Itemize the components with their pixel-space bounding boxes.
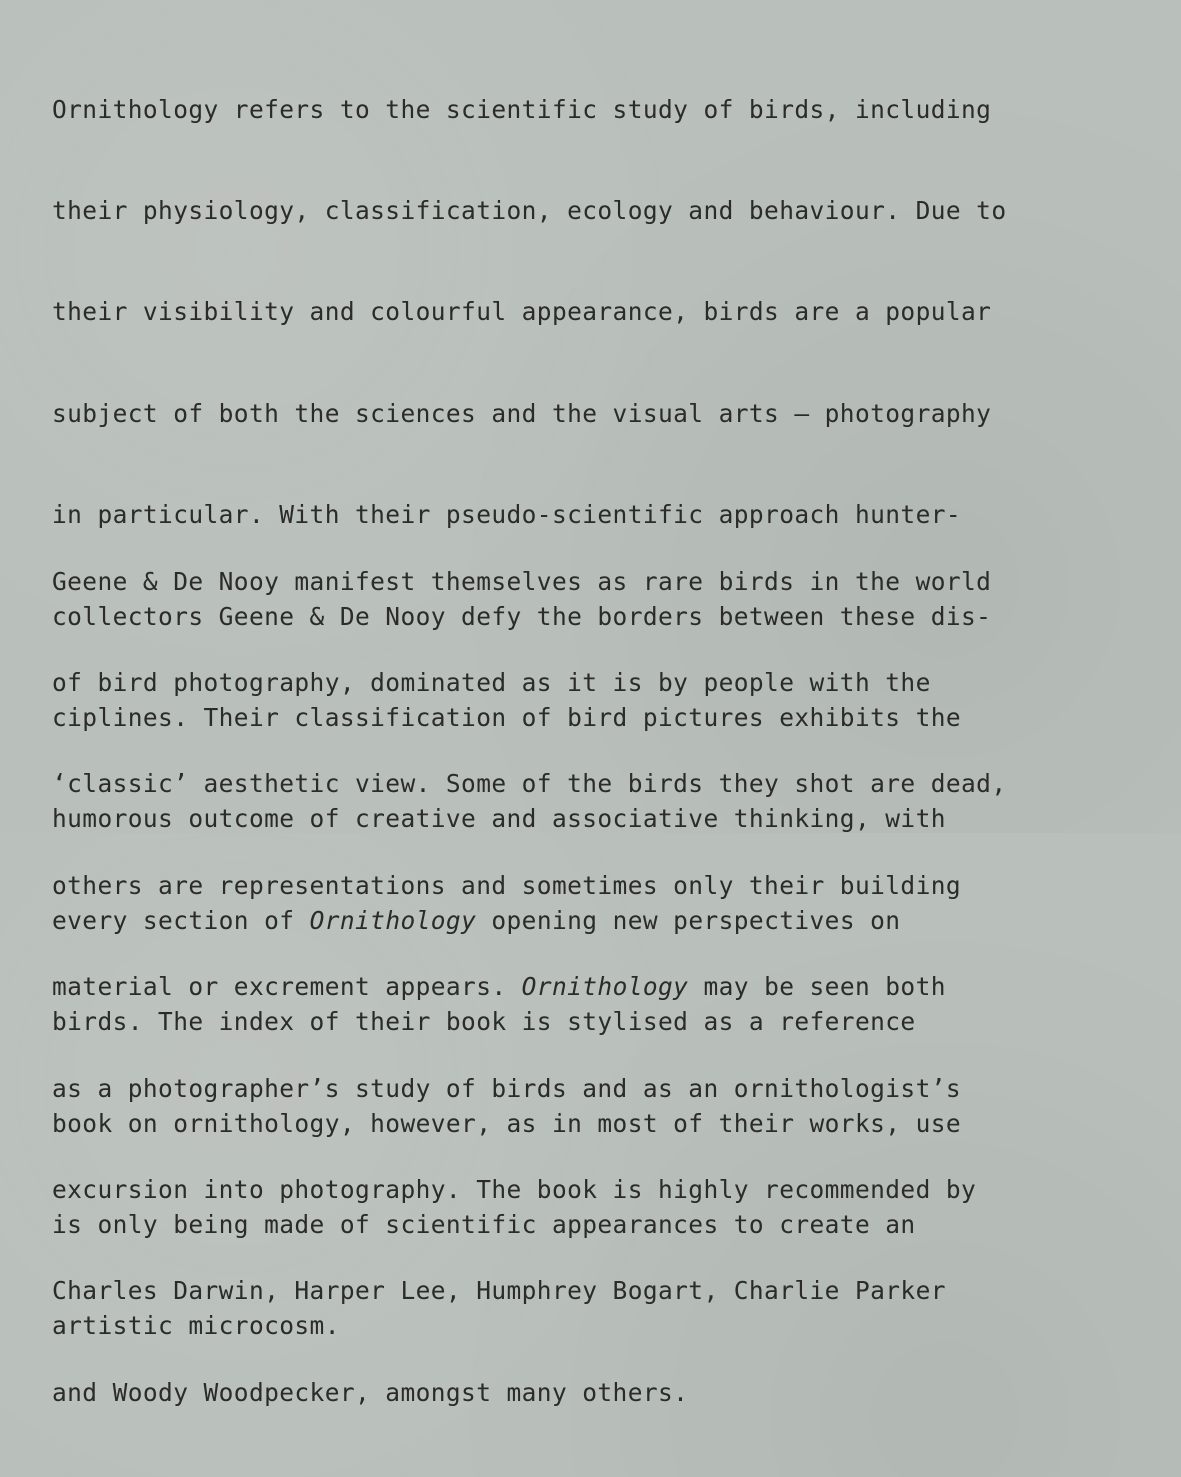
text-run: collectors Geene & De Nooy defy the borders between these dis- — [52, 601, 992, 631]
text-run: ‘classic’ aesthetic view. Some of the birds they shot are dead, — [52, 769, 1007, 799]
text-run: and Woody Woodpecker, amongst many others. — [52, 1377, 689, 1407]
text-run: is only being made of scientific appearances to create an — [52, 1209, 916, 1239]
text-run: may be seen both — [688, 972, 946, 1002]
text-run: artistic microcosm. — [52, 1311, 340, 1341]
text-run: Charles Darwin, Harper Lee, Humphrey Bogart, Charlie Parker — [52, 1276, 946, 1306]
text-run: humorous outcome of creative and associative thinking, with — [52, 804, 946, 834]
text-run: birds. The index of their book is stylised as a reference — [52, 1007, 916, 1037]
book-title-italic: Ornithology — [521, 972, 689, 1002]
text-run: in particular. With their pseudo-scientific approach hunter- — [52, 500, 962, 530]
text-line — [52, 970, 1006, 1004]
text-run: subject of both the sciences and the visual arts – photography — [52, 398, 992, 428]
text-line — [52, 194, 1006, 228]
text-run: every section of — [52, 905, 310, 935]
text-run: excursion into photography. The book is highly recommended by — [52, 1174, 977, 1204]
text-line — [52, 1274, 1006, 1308]
text-line — [52, 295, 1006, 329]
text-line — [52, 93, 1006, 127]
text-run: Geene & De Nooy manifest themselves as rare birds in the world — [52, 566, 992, 596]
text-line — [52, 1072, 1006, 1106]
paragraph-about — [52, 497, 1006, 1477]
text-run: their visibility and colourful appearance, birds are a popular — [52, 297, 992, 327]
book-title-italic: Ornithology — [309, 905, 477, 935]
text-line — [52, 1173, 1006, 1207]
text-line — [52, 666, 1006, 700]
text-run: book on ornithology, however, as in most of their works, use — [52, 1108, 962, 1138]
text-run: ciplines. Their classification of bird pictures exhibits the — [52, 702, 962, 732]
text-run: their physiology, classification, ecology and behaviour. Due to — [52, 195, 1007, 225]
text-line — [52, 767, 1006, 801]
text-run: as a photographer’s study of birds and as an ornithologist’s — [52, 1073, 962, 1103]
text-run: material or excrement appears. — [52, 972, 522, 1002]
text-line — [52, 1376, 1006, 1410]
text-run: opening new perspectives on — [476, 905, 901, 935]
text-line — [52, 565, 1006, 599]
text-run: of bird photography, dominated as it is by people with the — [52, 667, 931, 697]
text-line — [52, 397, 1006, 431]
text-run: Ornithology refers to the scientific study of birds, including — [52, 94, 992, 124]
text-line — [52, 869, 1006, 903]
text-run: others are representations and sometimes only their building — [52, 870, 962, 900]
